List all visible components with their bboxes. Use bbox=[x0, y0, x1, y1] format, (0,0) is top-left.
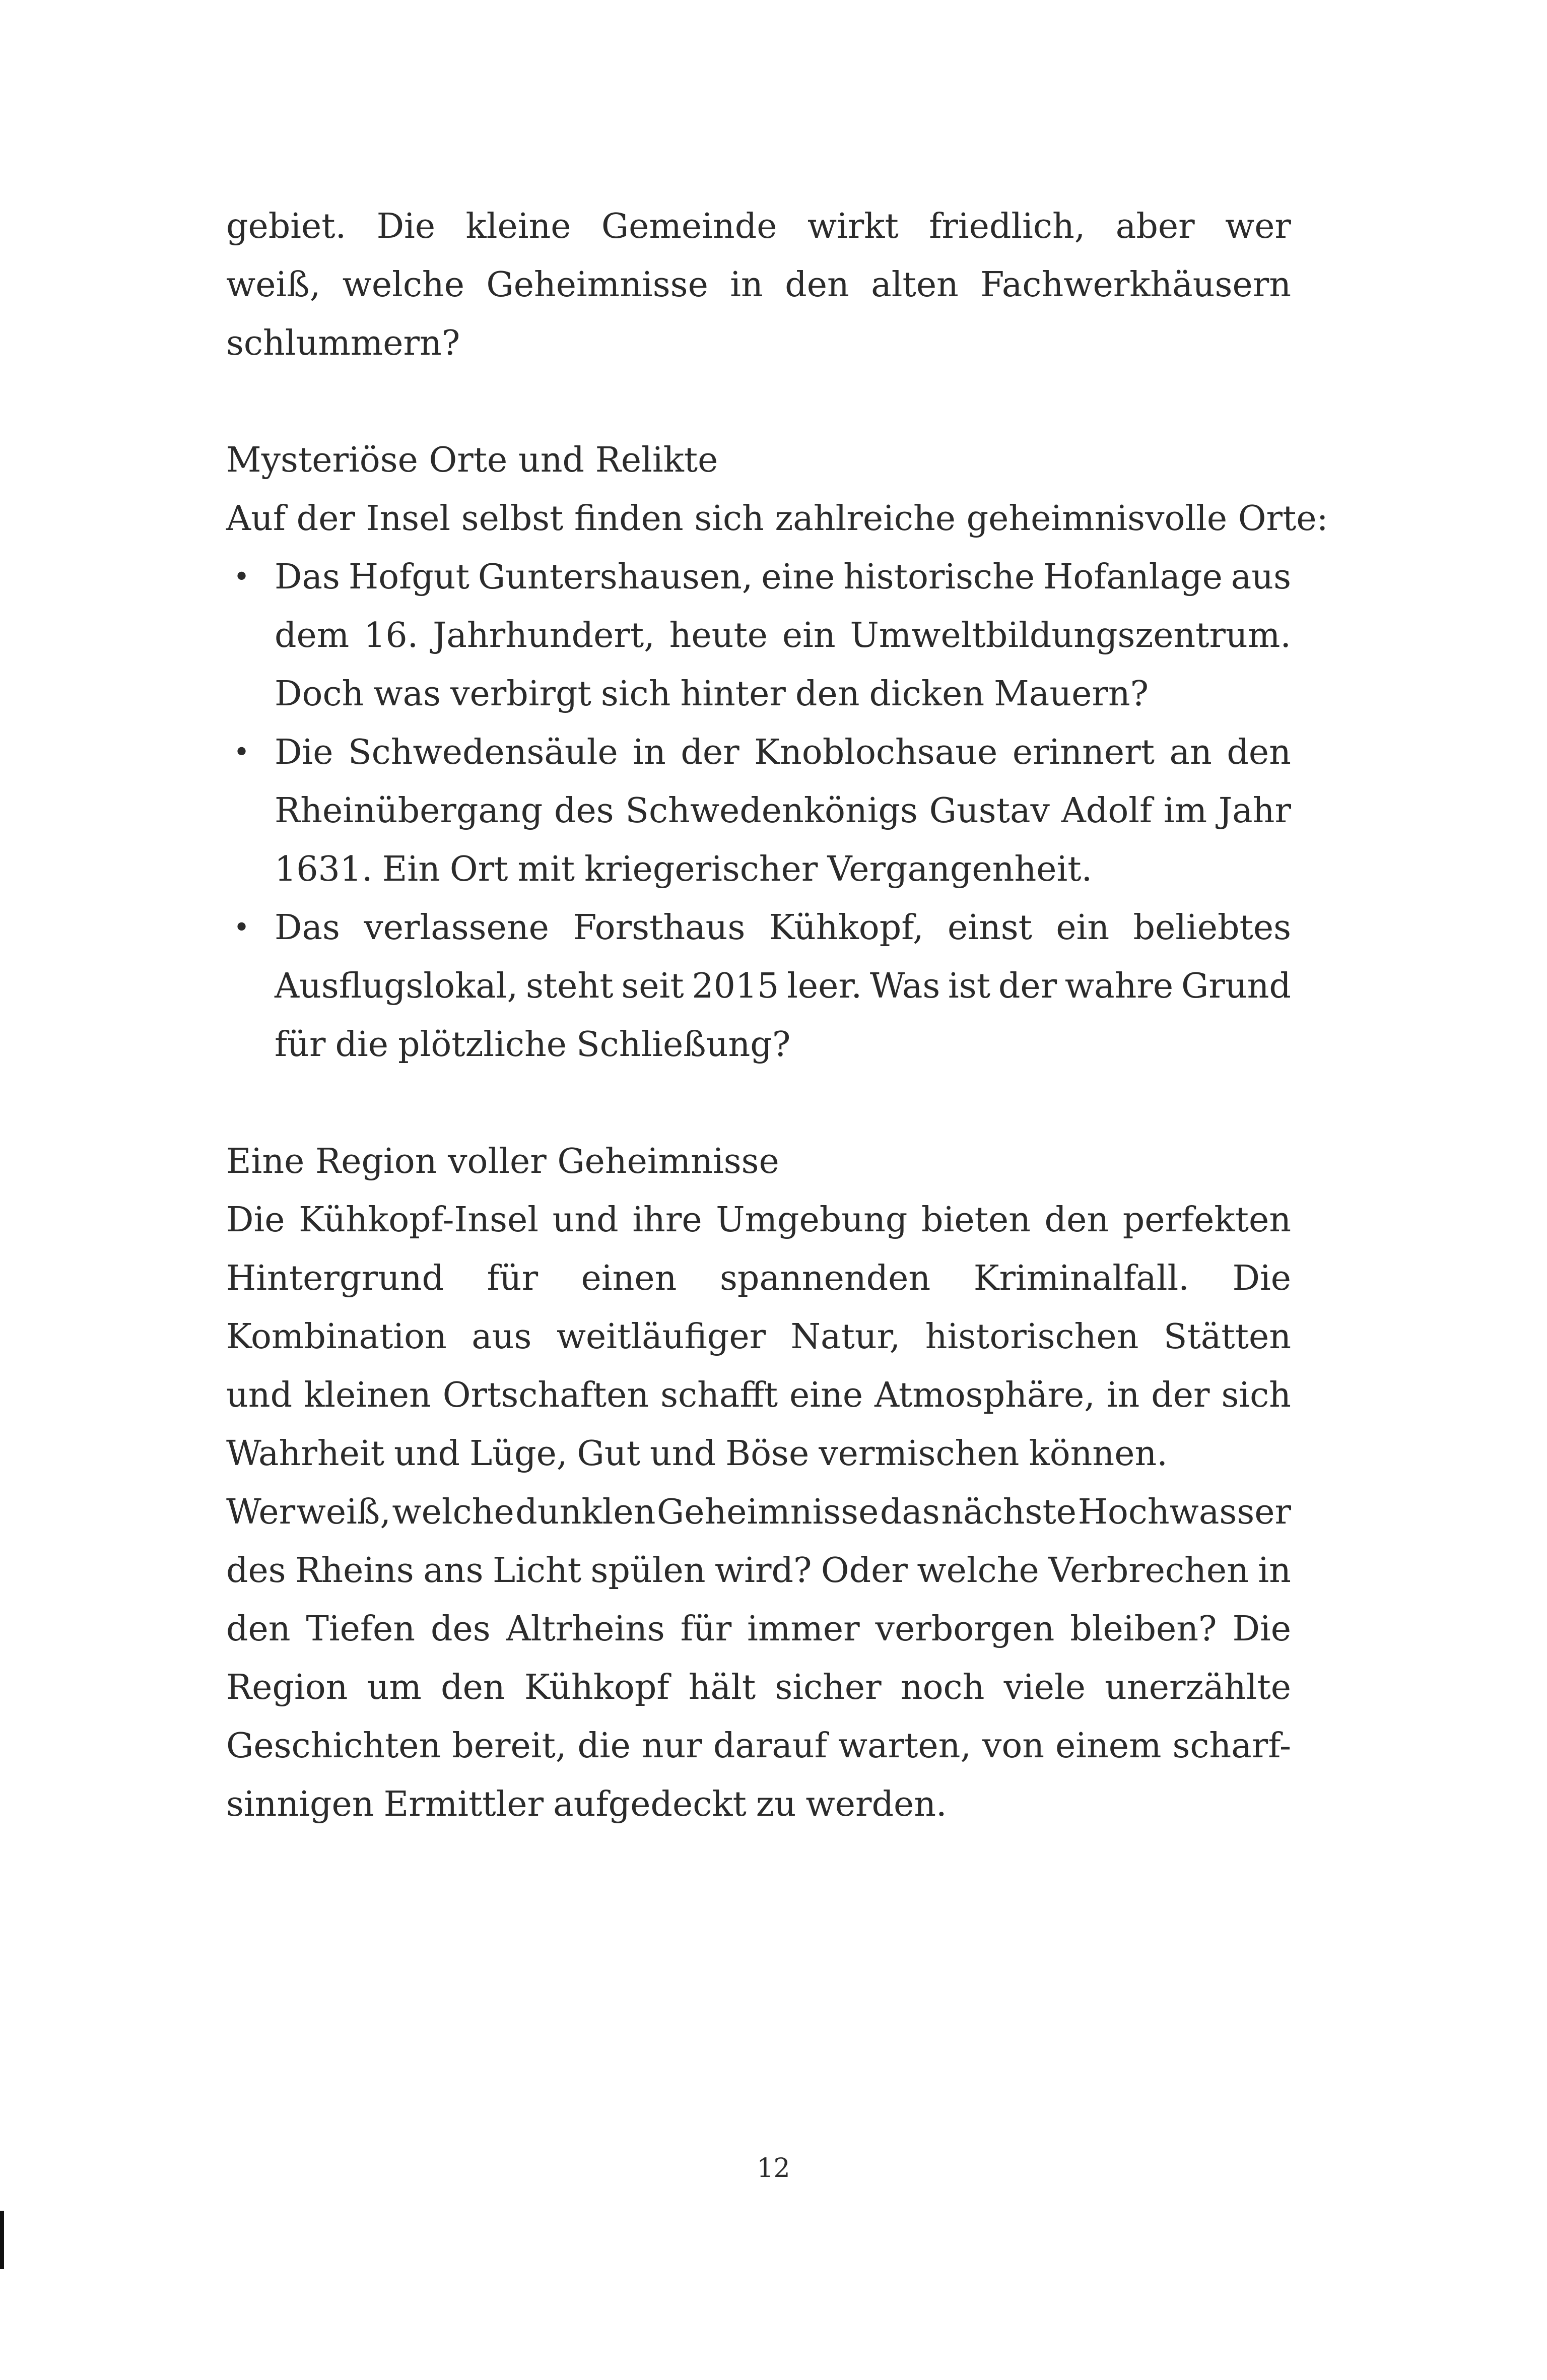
paragraph-gap bbox=[226, 1074, 1291, 1133]
word: ein bbox=[1056, 908, 1110, 948]
word: in bbox=[1106, 1375, 1140, 1415]
word: steht bbox=[525, 966, 614, 1006]
word: Geschichten bbox=[226, 1726, 441, 1766]
word: perfekten bbox=[1122, 1200, 1291, 1240]
text-line bbox=[275, 607, 1291, 665]
text-line bbox=[275, 1016, 1291, 1074]
word: Ort bbox=[449, 849, 508, 889]
word: Die bbox=[1232, 1259, 1291, 1298]
word: bieten bbox=[921, 1200, 1031, 1240]
word: Hofanlage bbox=[1043, 557, 1223, 597]
word: Oder bbox=[821, 1551, 908, 1591]
bullet-marker: • bbox=[233, 561, 250, 593]
text-line bbox=[233, 548, 1291, 607]
word: das bbox=[880, 1492, 940, 1532]
word: sicher bbox=[775, 1668, 882, 1707]
word: wird? bbox=[714, 1551, 812, 1591]
body-paragraph bbox=[226, 1483, 1291, 1834]
body-paragraph bbox=[226, 1191, 1291, 1483]
word: historischen bbox=[925, 1317, 1139, 1357]
word: Was bbox=[869, 966, 940, 1006]
word: im bbox=[1163, 791, 1207, 831]
word: nächste bbox=[941, 1492, 1077, 1532]
text-line bbox=[226, 1717, 1291, 1775]
word: aus bbox=[472, 1317, 532, 1357]
word: und bbox=[649, 1434, 716, 1474]
word: für bbox=[487, 1259, 539, 1298]
word: Doch bbox=[275, 674, 364, 714]
word: die bbox=[577, 1726, 631, 1766]
word: für bbox=[275, 1025, 326, 1065]
list-item bbox=[233, 899, 1291, 1074]
word: Hintergrund bbox=[226, 1259, 444, 1298]
bullet-list bbox=[226, 548, 1291, 1074]
word: Atmosphäre, bbox=[875, 1375, 1095, 1415]
word: zu bbox=[756, 1784, 796, 1824]
word: Jahrhundert, bbox=[433, 616, 655, 655]
word: verlassene bbox=[364, 908, 549, 948]
word: kleine bbox=[465, 207, 571, 246]
word: friedlich, bbox=[929, 207, 1086, 246]
word: der bbox=[1151, 1375, 1210, 1415]
word: alten bbox=[871, 265, 959, 305]
word: Vergangenheit. bbox=[827, 849, 1093, 889]
word: ans bbox=[423, 1551, 484, 1591]
word: Kriminalfall. bbox=[973, 1259, 1189, 1298]
section-intro-text: Auf der Insel selbst finden sich zahlreiche geheimnisvolle Orte: bbox=[226, 499, 1328, 539]
word: mit bbox=[517, 849, 575, 889]
word: in bbox=[633, 733, 666, 772]
word: des bbox=[554, 791, 614, 831]
word: Mauern? bbox=[994, 674, 1149, 714]
word: um bbox=[367, 1668, 422, 1707]
word: 2015 bbox=[692, 966, 779, 1006]
word: spannenden bbox=[720, 1259, 931, 1298]
word: Kühkopf, bbox=[769, 908, 924, 948]
word: ihre bbox=[632, 1200, 702, 1240]
word: einst bbox=[947, 908, 1032, 948]
list-item bbox=[233, 548, 1291, 723]
text-line bbox=[226, 1483, 1291, 1542]
word: aufgedeckt bbox=[553, 1784, 747, 1824]
word: und bbox=[226, 1375, 293, 1415]
text-line bbox=[226, 1308, 1291, 1366]
word: ein bbox=[782, 616, 836, 655]
word: Fachwerkhäusern bbox=[980, 265, 1291, 305]
word: sich bbox=[1221, 1375, 1291, 1415]
word: bereit, bbox=[452, 1726, 567, 1766]
text-line bbox=[226, 1600, 1291, 1659]
word: Kühkopf-Insel bbox=[299, 1200, 539, 1240]
word: scharf- bbox=[1172, 1726, 1291, 1766]
word: welche bbox=[392, 1492, 514, 1532]
word: erinnert bbox=[1012, 733, 1155, 772]
word: nur bbox=[641, 1726, 702, 1766]
section-heading-text: Mysteriöse Orte und Relikte bbox=[226, 440, 718, 480]
word: der bbox=[998, 966, 1057, 1006]
crop-mark bbox=[0, 2211, 4, 2269]
word: Die bbox=[226, 1200, 285, 1240]
text-line bbox=[275, 665, 1291, 723]
text-line bbox=[226, 314, 1291, 373]
page-body bbox=[226, 197, 1328, 1834]
word: Gut bbox=[577, 1434, 640, 1474]
word: den bbox=[226, 1609, 291, 1649]
word: heute bbox=[669, 616, 768, 655]
word: verbirgt bbox=[450, 674, 591, 714]
word: Kühkopf bbox=[524, 1668, 669, 1707]
text-line bbox=[233, 899, 1291, 957]
word: eine bbox=[789, 1375, 863, 1415]
word: weiß, bbox=[296, 1492, 391, 1532]
word: den bbox=[785, 265, 849, 305]
page-number: 12 bbox=[757, 2153, 790, 2184]
word: Region bbox=[226, 1668, 348, 1707]
word: viele bbox=[1003, 1668, 1086, 1707]
text-line bbox=[233, 723, 1291, 782]
word: Gemeinde bbox=[601, 207, 777, 246]
word: Rheins bbox=[295, 1551, 414, 1591]
word: darauf bbox=[713, 1726, 827, 1766]
text-line bbox=[275, 957, 1291, 1016]
paragraph-gap bbox=[226, 373, 1291, 431]
word: Die bbox=[1232, 1609, 1291, 1649]
word: wirkt bbox=[807, 207, 899, 246]
word: den bbox=[441, 1668, 505, 1707]
word: Wahrheit bbox=[226, 1434, 384, 1474]
word: Adolf bbox=[1061, 791, 1153, 831]
section-intro bbox=[226, 490, 1328, 548]
word: Umgebung bbox=[716, 1200, 908, 1240]
word: von bbox=[982, 1726, 1045, 1766]
word: 16. bbox=[364, 616, 419, 655]
word: Wer bbox=[226, 1492, 296, 1532]
word: Licht bbox=[492, 1551, 582, 1591]
word: Guntershausen, bbox=[478, 557, 753, 597]
word: wahre bbox=[1064, 966, 1174, 1006]
word: dicken bbox=[869, 674, 985, 714]
word: für bbox=[680, 1609, 732, 1649]
word: Natur, bbox=[790, 1317, 901, 1357]
word: Rheinübergang bbox=[275, 791, 543, 831]
text-line bbox=[226, 1425, 1291, 1483]
word: Schwedenkönigs bbox=[625, 791, 918, 831]
text-line bbox=[226, 1191, 1291, 1249]
word: immer bbox=[747, 1609, 860, 1649]
word: sich bbox=[600, 674, 671, 714]
word: Schließung? bbox=[576, 1025, 791, 1065]
word: einen bbox=[581, 1259, 677, 1298]
text-line bbox=[226, 197, 1291, 256]
word: kleinen bbox=[304, 1375, 431, 1415]
word: Verbrechen bbox=[1048, 1551, 1249, 1591]
word: weitläufiger bbox=[556, 1317, 766, 1357]
word: Grund bbox=[1181, 966, 1291, 1006]
word: dem bbox=[275, 616, 350, 655]
word: plötzliche bbox=[398, 1025, 567, 1065]
word: Kombination bbox=[226, 1317, 447, 1357]
word: Das bbox=[275, 557, 340, 597]
word: Geheimnisse bbox=[656, 1492, 879, 1532]
word: was bbox=[373, 674, 441, 714]
word: Ermittler bbox=[383, 1784, 544, 1824]
word: aus bbox=[1231, 557, 1291, 597]
text-line bbox=[226, 1366, 1291, 1425]
list-item bbox=[233, 723, 1291, 899]
word: noch bbox=[900, 1668, 985, 1707]
word: und bbox=[393, 1434, 460, 1474]
word: Schwedensäule bbox=[348, 733, 618, 772]
word: Geheimnisse bbox=[486, 265, 708, 305]
word: in bbox=[1258, 1551, 1291, 1591]
word: aber bbox=[1115, 207, 1195, 246]
word: Hofgut bbox=[348, 557, 469, 597]
word: schafft bbox=[660, 1375, 778, 1415]
word: hält bbox=[688, 1668, 756, 1707]
word: 1631. bbox=[275, 849, 373, 889]
section-heading-text: Eine Region voller Geheimnisse bbox=[226, 1142, 779, 1181]
word: spülen bbox=[590, 1551, 706, 1591]
text-line bbox=[226, 1775, 1291, 1834]
word: Umweltbildungszentrum. bbox=[850, 616, 1291, 655]
word: bleiben? bbox=[1070, 1609, 1217, 1649]
word: ist bbox=[948, 966, 991, 1006]
word: seit bbox=[621, 966, 684, 1006]
text-line bbox=[275, 840, 1291, 899]
word: den bbox=[795, 674, 860, 714]
word: Ortschaften bbox=[442, 1375, 649, 1415]
word: beliebtes bbox=[1133, 908, 1291, 948]
text-line bbox=[226, 1542, 1291, 1600]
word: können. bbox=[1029, 1434, 1168, 1474]
word: Die bbox=[275, 733, 333, 772]
word: unerzählte bbox=[1105, 1668, 1291, 1707]
word: Das bbox=[275, 908, 340, 948]
word: wer bbox=[1225, 207, 1291, 246]
word: schlummern? bbox=[226, 323, 460, 363]
word: verborgen bbox=[875, 1609, 1055, 1649]
word: der bbox=[681, 733, 739, 772]
word: des bbox=[431, 1609, 491, 1649]
word: vermischen bbox=[819, 1434, 1020, 1474]
word: historische bbox=[843, 557, 1035, 597]
word: gebiet. bbox=[226, 207, 347, 246]
bullet-marker: • bbox=[233, 911, 250, 944]
word: Gustav bbox=[929, 791, 1050, 831]
section-heading bbox=[226, 1133, 1291, 1191]
word: Ein bbox=[382, 849, 440, 889]
word: und bbox=[552, 1200, 619, 1240]
word: Altrheins bbox=[506, 1609, 665, 1649]
section-heading bbox=[226, 431, 1291, 490]
bullet-marker: • bbox=[233, 736, 250, 769]
word: die bbox=[335, 1025, 389, 1065]
word: Ausflugslokal, bbox=[275, 966, 518, 1006]
word: den bbox=[1227, 733, 1291, 772]
intro-paragraph bbox=[226, 197, 1291, 373]
word: Forsthaus bbox=[573, 908, 746, 948]
word: Hochwasser bbox=[1078, 1492, 1291, 1532]
word: Lüge, bbox=[469, 1434, 568, 1474]
word: Böse bbox=[725, 1434, 810, 1474]
text-line bbox=[226, 1659, 1291, 1717]
word: den bbox=[1044, 1200, 1109, 1240]
text-line bbox=[226, 1249, 1291, 1308]
word: des bbox=[226, 1551, 286, 1591]
word: in bbox=[730, 265, 763, 305]
word: welche bbox=[342, 265, 464, 305]
word: einem bbox=[1055, 1726, 1162, 1766]
word: Stätten bbox=[1163, 1317, 1291, 1357]
text-line bbox=[275, 782, 1291, 840]
word: Die bbox=[376, 207, 436, 246]
word: sinnigen bbox=[226, 1784, 374, 1824]
word: hinter bbox=[680, 674, 786, 714]
word: eine bbox=[761, 557, 835, 597]
word: Knoblochsaue bbox=[754, 733, 998, 772]
word: kriegerischer bbox=[584, 849, 818, 889]
word: warten, bbox=[838, 1726, 972, 1766]
word: dunklen bbox=[515, 1492, 656, 1532]
word: werden. bbox=[805, 1784, 947, 1824]
word: weiß, bbox=[226, 265, 321, 305]
text-line bbox=[226, 256, 1291, 314]
word: Jahr bbox=[1218, 791, 1291, 831]
word: an bbox=[1169, 733, 1212, 772]
word: welche bbox=[917, 1551, 1039, 1591]
word: leer. bbox=[787, 966, 862, 1006]
word: Tiefen bbox=[306, 1609, 416, 1649]
